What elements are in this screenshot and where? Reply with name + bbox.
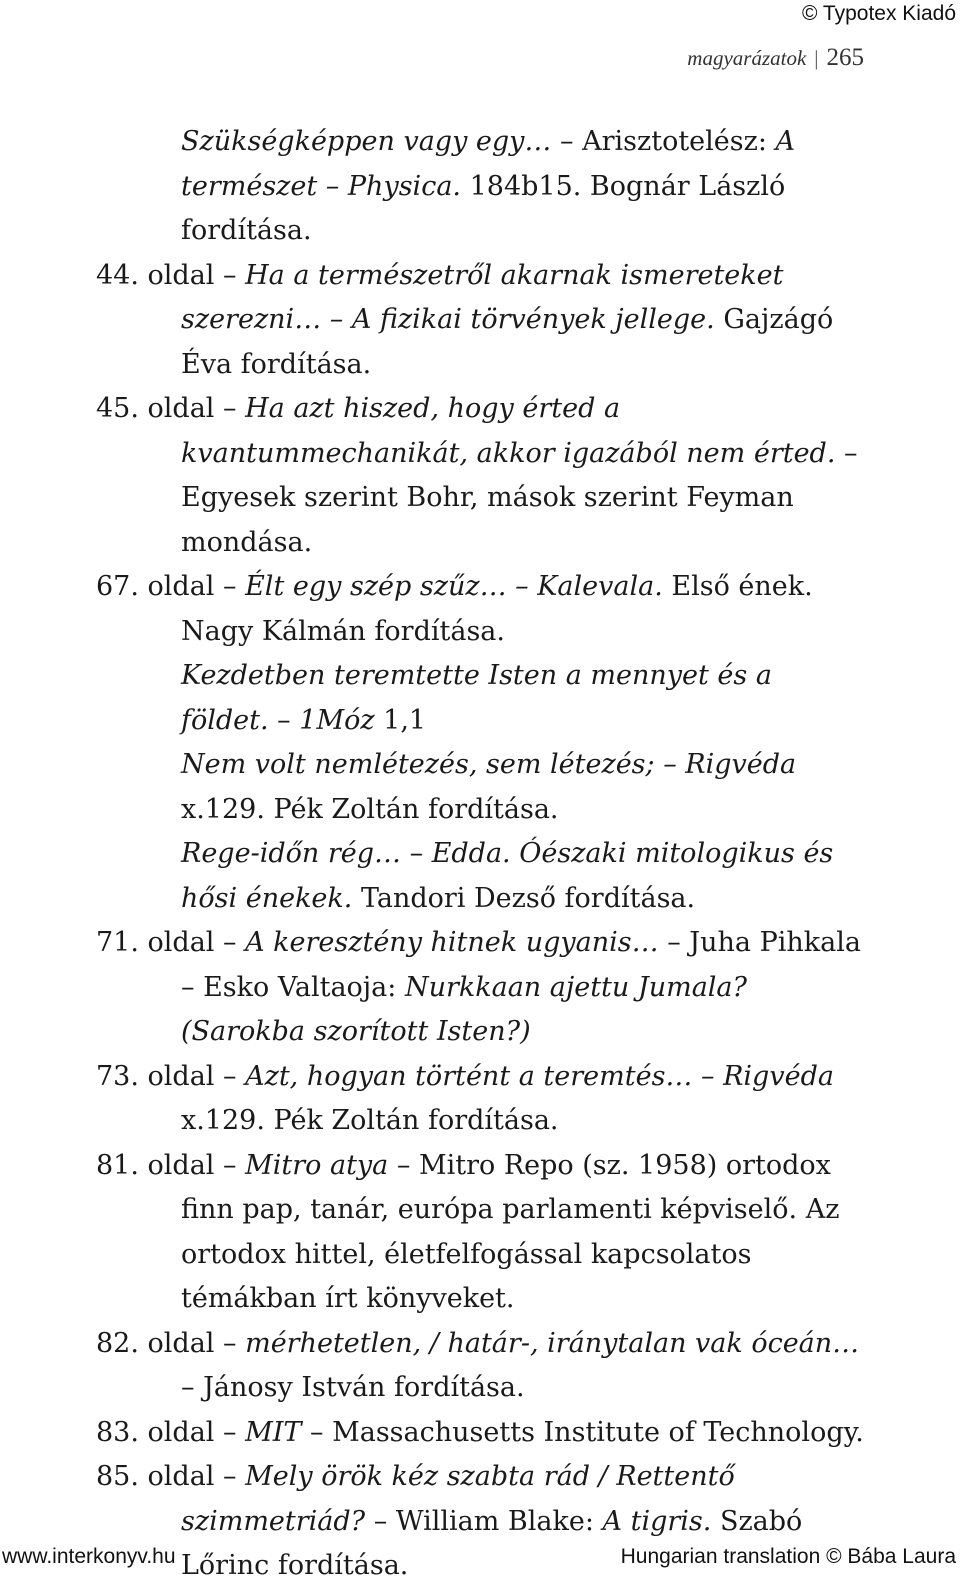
- note-entry: [96, 1055, 866, 1144]
- note-entry: [96, 1144, 866, 1322]
- note-label: 45. oldal –: [96, 393, 246, 424]
- note-quote: Szükségképpen vagy egy…: [181, 126, 552, 157]
- notes-body: [96, 120, 866, 1589]
- note-label: 73. oldal –: [96, 1060, 246, 1092]
- running-title: magyarázatok: [687, 46, 807, 70]
- note-source: – William Blake:: [365, 1505, 603, 1537]
- note-source: – Arisztotelész:: [551, 126, 776, 157]
- note-entry: [96, 565, 866, 654]
- note-credit: Szabó Lőrinc fordítása.: [181, 1505, 803, 1581]
- note-entry: [96, 1322, 866, 1411]
- note-quote: Kezdetben teremtette Isten a mennyet és a földet.: [181, 660, 772, 736]
- note-credit: 184b15. Bognár László fordítása.: [181, 170, 786, 246]
- note-credit: Tandori Dezső fordítása.: [352, 882, 696, 914]
- note-source: – Juha Pihkala – Esko Valtaoja:: [181, 927, 861, 1003]
- note-title: 1Móz: [299, 704, 375, 736]
- running-head-separator: |: [814, 46, 819, 70]
- note-label: 85. oldal –: [96, 1461, 246, 1492]
- note-entry: [96, 743, 866, 832]
- note-quote: MIT: [245, 1416, 302, 1448]
- note-entry: [96, 1411, 866, 1456]
- note-source: – Jánosy István fordítása.: [181, 1372, 525, 1403]
- note-label: 81. oldal –: [96, 1149, 246, 1181]
- website-link[interactable]: www.interkonyv.hu: [2, 1545, 176, 1568]
- note-source: – Mitro Repo (sz. 1958) ortodox finn pap, tanár, európa parlamenti képviselő. Az ortodox hittel, életfelfogással kapcsolatos témákban írt könyveket.: [181, 1149, 840, 1314]
- note-source: Gajzágó Éva fordítása.: [181, 304, 834, 380]
- note-title: Edda. Óészaki mitologikus és hősi énekek.: [181, 838, 834, 914]
- note-quote: Ha azt hiszed, hogy érted a kvantummechanikát, akkor igazából nem érted.: [181, 393, 836, 469]
- translation-credit: Hungarian translation © Bába Laura: [620, 1545, 956, 1568]
- note-source: –: [401, 838, 432, 869]
- note-quote: mérhetetlen, / határ-, iránytalan vak óceán…: [245, 1327, 860, 1359]
- note-source: – Egyesek szerint Bohr, mások szerint Feyman mondása.: [181, 437, 858, 558]
- note-source: –: [268, 704, 300, 736]
- note-quote: Ha a természetről akarnak ismereteket szerezni… – A fizikai törvények jellege.: [181, 259, 784, 335]
- note-source: Első ének. Nagy Kálmán fordítása.: [181, 571, 813, 647]
- note-quote: Nem volt nemlétezés, sem létezés; – Rigvéda: [181, 749, 797, 780]
- note-entry: [96, 254, 866, 388]
- note-entry: [96, 921, 866, 1055]
- note-label: 83. oldal –: [96, 1416, 246, 1448]
- note-title: A természet – Physica.: [181, 126, 796, 202]
- note-source: x.129. Pék Zoltán fordítása.: [181, 793, 559, 825]
- running-head: [687, 44, 864, 72]
- note-quote: Rege-időn rég…: [181, 838, 402, 869]
- note-entry: [96, 120, 866, 254]
- note-source: x.129. Pék Zoltán fordítása.: [181, 1105, 559, 1136]
- note-quote: A keresztény hitnek ugyanis…: [245, 927, 659, 958]
- note-source: – Massachusetts Institute of Technology.: [301, 1416, 864, 1448]
- note-entry: [96, 387, 866, 565]
- note-title: A tigris.: [602, 1505, 712, 1537]
- page-number: 265: [826, 44, 864, 71]
- note-title: Nurkkaan ajettu Jumala? (Sarokba szorított Isten?): [181, 971, 748, 1047]
- note-label: 82. oldal –: [96, 1327, 246, 1359]
- note-label: 44. oldal –: [96, 259, 246, 291]
- publisher-copyright: © Typotex Kiadó: [801, 2, 956, 25]
- note-quote: Azt, hogyan történt a teremtés… – Rigvéda: [245, 1060, 834, 1092]
- note-entry: [96, 832, 866, 921]
- note-entry: [96, 654, 866, 743]
- note-label: 67. oldal –: [96, 571, 246, 602]
- note-quote: Élt egy szép szűz… – Kalevala.: [245, 571, 663, 602]
- note-credit: 1,1: [374, 704, 427, 736]
- note-label: 71. oldal –: [96, 927, 246, 958]
- note-quote: Mely örök kéz szabta rád / Rettentő szimmetriád?: [181, 1461, 735, 1537]
- note-quote: Mitro atya: [245, 1149, 389, 1181]
